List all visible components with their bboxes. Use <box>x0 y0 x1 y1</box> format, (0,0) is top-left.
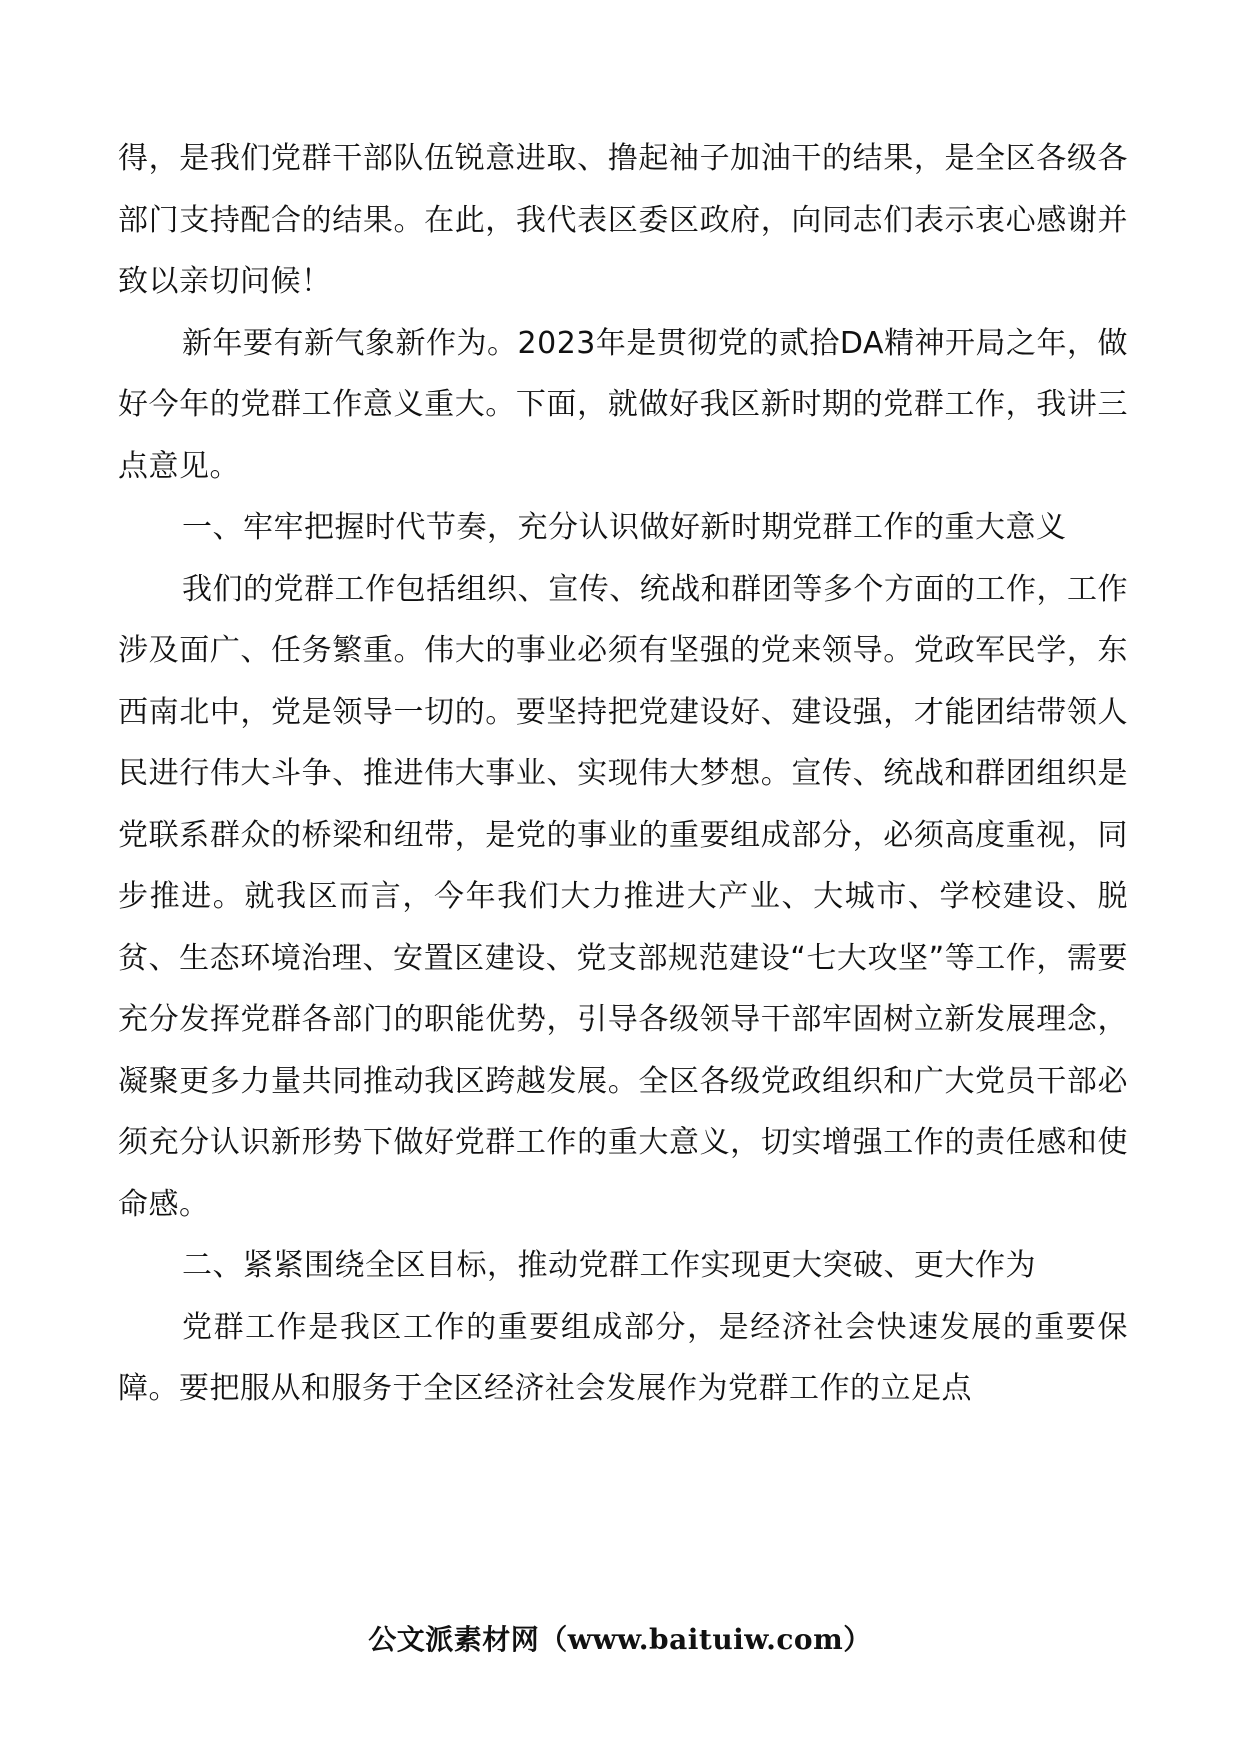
document-body <box>118 128 1128 1420</box>
footer-watermark: 公文派素材网（www.baituiw.com） <box>368 1623 872 1656</box>
section-heading-2: 二、紧紧围绕全区目标，推动党群工作实现更大突破、更大作为 <box>182 1248 1036 1283</box>
paragraph-2: 新年要有新气象新作为。2023年是贯彻党的贰拾DA精神开局之年，做好今年的党群工作意义重大。下面，就做好我区新时期的党群工作，我讲三点意见。 <box>118 325 1128 484</box>
paragraph-3: 我们的党群工作包括组织、宣传、统战和群团等多个方面的工作，工作涉及面广、任务繁重。伟大的事业必须有坚强的党来领导。党政军民学，东西南北中，党是领导一切的。要坚持把党建设好、建设强，才能团结带领人民进行伟大斗争、推进伟大事业、实现伟大梦想。宣传、统战和群团组织是党联系群众的桥梁和纽带，是党的事业的重要组成部分，必须高度重视，同步推进。就我区而言，今年我们大力推进大产业、大城市、学校建设、脱贫、生态环境治理、安置区建设、党支部规范建设“七大攻坚”等工作，需要充分发挥党群各部门的职能优势，引导各级领导干部牢固树立新发展理念，凝聚更多力量共同推动我区跨越发展。全区各级党政组织和广大党员干部必须充分认识新形势下做好党群工作的重大意义，切实增强工作的责任感和使命感。 <box>118 571 1128 1222</box>
section-heading-1: 一、牢牢把握时代节奏，充分认识做好新时期党群工作的重大意义 <box>182 510 1067 545</box>
paragraph-4: 党群工作是我区工作的重要组成部分，是经济社会快速发展的重要保障。要把服从和服务于全区经济社会发展作为党群工作的立足点 <box>118 1309 1128 1406</box>
paragraph-1: 得，是我们党群干部队伍锐意进取、撸起袖子加油干的结果，是全区各级各部门支持配合的结果。在此，我代表区委区政府，向同志们表示衷心感谢并致以亲切问候！ <box>118 141 1128 299</box>
